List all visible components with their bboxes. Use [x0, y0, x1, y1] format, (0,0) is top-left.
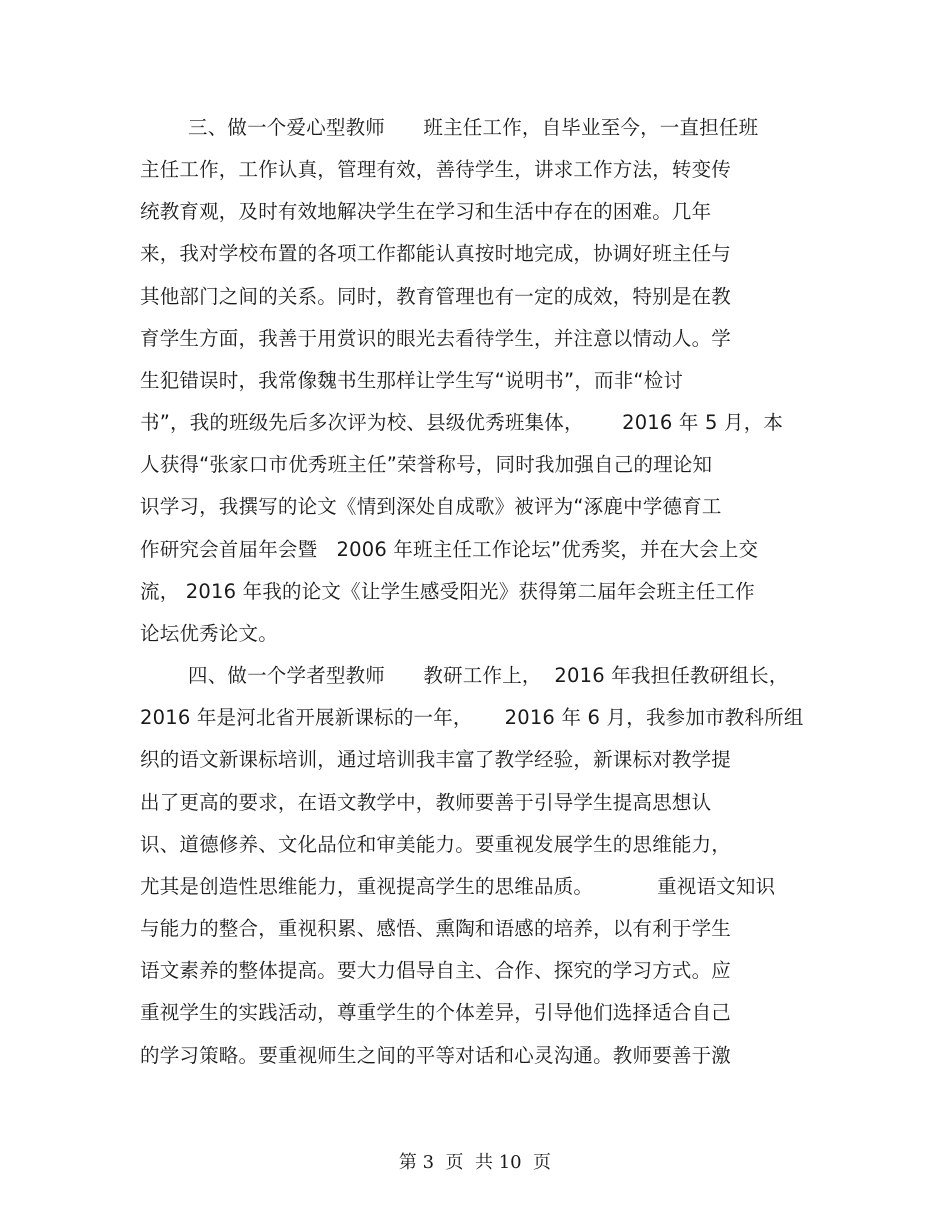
paragraph-line: 语文素养的整体提高。要大力倡导自主、合作、探究的学习方式。应 — [140, 959, 732, 982]
paragraph-line: 论坛优秀论文。 — [140, 622, 278, 645]
paragraph-line: 人获得“张家口市优秀班主任”荣誉称号，同时我加强自己的理论知 — [140, 453, 713, 476]
paragraph-line: 三、做一个爱心型教师 班主任工作，自毕业至今，一直担任班 — [188, 116, 759, 139]
paragraph-line: 生犯错误时，我常像魏书生那样让学生写“说明书”，而非“检讨 — [140, 369, 684, 392]
paragraph-line: 重视学生的实践活动，尊重学生的个体差异，引导他们选择适合自己 — [140, 1001, 732, 1024]
paragraph-line: 育学生方面，我善于用赏识的眼光去看待学生，并注意以情动人。学 — [140, 327, 732, 350]
paragraph-line: 2016 年是河北省开展新课标的一年， 2016 年 6 月，我参加市教科所组 — [140, 706, 804, 729]
paragraph-line: 流， 2016 年我的论文《让学生感受阳光》获得第二届年会班主任工作 — [140, 580, 755, 603]
paragraph-line: 来，我对学校布置的各项工作都能认真按时地完成，协调好班主任与 — [140, 242, 732, 265]
paragraph-line: 其他部门之间的关系。同时，教育管理也有一定的成效，特别是在教 — [140, 285, 732, 308]
paragraph-line: 出了更高的要求，在语文教学中，教师要善于引导学生提高思想认 — [140, 791, 712, 814]
paragraph-line: 四、做一个学者型教师 教研工作上， 2016 年我担任教研组长， — [188, 664, 789, 687]
paragraph-line: 的学习策略。要重视师生之间的平等对话和心灵沟通。教师要善于激 — [140, 1044, 732, 1067]
paragraph-line: 书”，我的班级先后多次评为校、县级优秀班集体， 2016 年 5 月，本 — [140, 411, 784, 434]
page-number-footer: 第 3 页 共 10 页 — [398, 1152, 552, 1173]
paragraph-line: 识、道德修养、文化品位和审美能力。要重视发展学生的思维能力， — [140, 833, 732, 856]
paragraph-line: 织的语文新课标培训，通过培训我丰富了教学经验，新课标对教学提 — [140, 748, 732, 771]
paragraph-line: 尤其是创造性思维能力，重视提高学生的思维品质。 重视语文知识 — [140, 875, 776, 898]
paragraph-line: 与能力的整合，重视积累、感悟、熏陶和语感的培养，以有利于学生 — [140, 917, 732, 940]
paragraph-line: 识学习，我撰写的论文《情到深处自成歌》被评为“涿鹿中学德育工 — [140, 495, 722, 518]
paragraph-line: 作研究会首届年会暨 2006 年班主任工作论坛”优秀奖，并在大会上交 — [140, 538, 759, 561]
paragraph-line: 统教育观，及时有效地解决学生在学习和生活中存在的困难。几年 — [140, 200, 712, 223]
paragraph-line: 主任工作，工作认真，管理有效，善待学生，讲求工作方法，转变传 — [140, 158, 732, 181]
